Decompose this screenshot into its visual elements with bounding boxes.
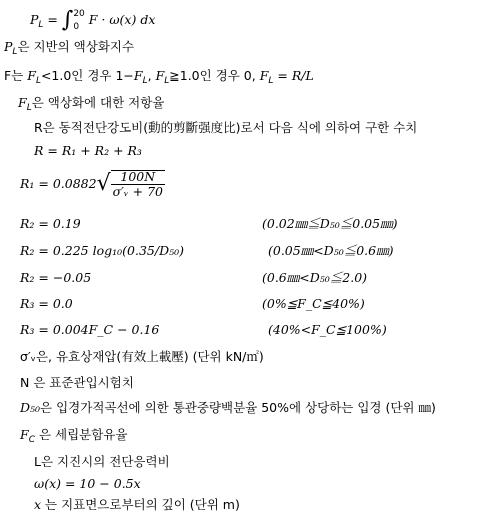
fl-symbol: F	[133, 68, 143, 83]
r2b-condition: (0.05㎜<D₅₀≦0.6㎜)	[268, 243, 394, 258]
main-equation	[30, 8, 155, 33]
r2c-equation: R₂ = −0.05	[20, 270, 92, 285]
fl-symbol: F	[18, 95, 27, 110]
fl-sub: L	[142, 76, 148, 86]
fl-symbol: F	[155, 68, 165, 83]
r-sum-equation: R = R₁ + R₂ + R₃	[34, 143, 142, 158]
f-def-c: ,	[147, 68, 156, 83]
r3b-equation: R₃ = 0.004F_C − 0.16	[20, 322, 160, 337]
pl-sub: L	[38, 20, 44, 31]
f-def-b: <1.0인 경우 1−	[40, 68, 134, 83]
integral-lower: 0	[73, 21, 80, 32]
f-def-d: ≧1.0인 경우 0,	[169, 68, 260, 83]
fc-definition	[20, 427, 128, 445]
r1-fraction	[111, 170, 165, 198]
r2a-condition: (0.02㎜≦D₅₀≦0.05㎜)	[262, 216, 398, 231]
pl-symbol: P	[30, 12, 39, 28]
integral-upper: 20	[73, 9, 85, 19]
pl-symbol: P	[4, 39, 13, 54]
integral-limits	[73, 8, 84, 33]
fl-symbol: F	[27, 68, 36, 83]
r1-denominator: σ′ᵥ + 70	[112, 183, 163, 199]
integrand: F · ω(x) dx	[88, 12, 156, 28]
r-definition: R은 동적전단강도비(動的剪斷强度比)로서 다음 식에 의하여 구한 수치	[34, 120, 418, 135]
x-symbol: x	[34, 497, 42, 512]
d50-def-text: 은 입경가적곡선에 의한 통관중량백분율 50%에 상당하는 입경 (단위 ㎜)	[40, 400, 436, 415]
fl-def-text: 은 액상화에 대한 저항율	[31, 95, 165, 110]
r1-lhs: R₁ = 0.0882	[20, 175, 97, 191]
sigma-definition: σ′ᵥ은, 유효상재압(有效上載壓) (단위 kN/㎡)	[20, 349, 264, 364]
x-def-text: 는 지표면으로부터의 깊이 (단위 m)	[41, 497, 240, 512]
f-def-a: F는	[4, 68, 28, 83]
r3b-condition: (40%<F_C≦100%)	[268, 322, 387, 337]
r1-numerator: 100N	[111, 171, 165, 185]
fc-def-text: 은 세립분함유율	[34, 427, 128, 442]
r2c-condition: (0.6㎜<D₅₀≦2.0)	[262, 270, 368, 285]
r3a-equation: R₃ = 0.0	[20, 296, 73, 311]
fl-sub: L	[268, 76, 274, 86]
sqrt-sign: √	[96, 171, 111, 196]
x-definition	[34, 499, 240, 512]
omega-equation: ω(x) = 10 − 0.5x	[34, 476, 141, 491]
f-definition	[4, 68, 314, 86]
fl-symbol: F	[259, 68, 269, 83]
fl-sub: L	[26, 103, 32, 113]
pl-definition	[4, 39, 135, 57]
equals: =	[43, 12, 62, 28]
r3a-condition: (0%≦F_C≦40%)	[262, 296, 365, 311]
integral-sign: ∫	[61, 7, 74, 33]
fl-sub: L	[35, 76, 41, 86]
d50-definition	[20, 402, 436, 415]
fc-sub: C	[28, 435, 35, 445]
fl-definition	[18, 95, 165, 113]
r2b-equation: R₂ = 0.225 log₁₀(0.35/D₅₀)	[20, 243, 184, 258]
n-definition: N 은 표준관입시험치	[20, 375, 134, 390]
fl-sub: L	[164, 76, 170, 86]
fc-symbol: F	[20, 427, 29, 442]
pl-sub: L	[12, 47, 18, 57]
pl-def-text: 은 지반의 액상화지수	[17, 39, 135, 54]
r1-equation	[20, 170, 165, 198]
l-definition: L은 지진시의 전단응력비	[34, 454, 170, 469]
r2a-equation: R₂ = 0.19	[20, 216, 81, 231]
f-def-e: = R/L	[273, 68, 314, 83]
d50-symbol: D₅₀	[20, 400, 41, 415]
